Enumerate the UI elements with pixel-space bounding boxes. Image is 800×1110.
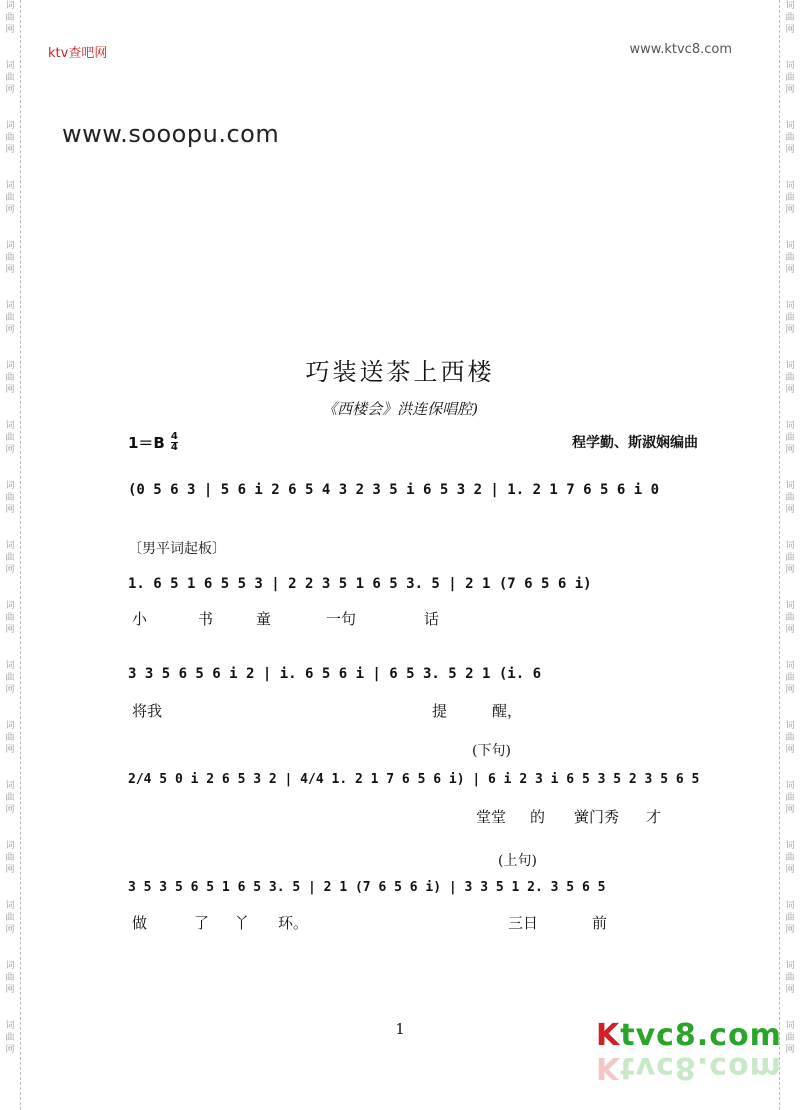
- strip-glyph: 词: [5, 241, 15, 251]
- strip-glyph: 网: [785, 625, 795, 635]
- lyric-word: 提: [432, 702, 448, 720]
- strip-glyph: 曲: [5, 493, 15, 503]
- strip-glyph: 网: [5, 685, 15, 695]
- strip-glyph: 曲: [785, 973, 795, 983]
- strip-glyph: 网: [5, 25, 15, 35]
- strip-glyph: 词: [5, 661, 15, 671]
- lyric-word: 醒，: [492, 702, 523, 720]
- strip-glyph: 词: [5, 61, 15, 71]
- strip-glyph: 曲: [5, 733, 15, 743]
- strip-glyph: 词: [5, 481, 15, 491]
- strip-glyph: 曲: [785, 73, 795, 83]
- strip-glyph: 词: [5, 781, 15, 791]
- strip-glyph: 曲: [5, 913, 15, 923]
- score-line-4: 3 5 3 5 6 5 1 6 5 3. 5 | 2 1 (7 6 5 6 i) | 3 3 5 1 2. 3 5 6 5: [128, 880, 606, 895]
- strip-glyph-group: [5, 0, 14, 36]
- strip-glyph: 网: [5, 85, 15, 95]
- strip-glyph-group: [785, 660, 794, 696]
- strip-glyph: 曲: [785, 553, 795, 563]
- strip-glyph: 网: [5, 805, 15, 815]
- strip-glyph-group: [5, 600, 14, 636]
- strip-glyph: 词: [785, 481, 795, 491]
- strip-glyph-group: [5, 540, 14, 576]
- strip-glyph: 词: [5, 421, 15, 431]
- lyric-word: 一句: [326, 610, 357, 628]
- strip-glyph: 网: [785, 445, 795, 455]
- strip-glyph: 网: [5, 505, 15, 515]
- strip-glyph-group: [5, 180, 14, 216]
- strip-glyph-group: [785, 300, 794, 336]
- strip-glyph: 词: [5, 841, 15, 851]
- song-title: 巧装送茶上西楼: [305, 358, 495, 386]
- strip-glyph: 词: [785, 181, 795, 191]
- strip-glyph: 词: [785, 961, 795, 971]
- strip-glyph: 词: [5, 601, 15, 611]
- strip-glyph-group: [785, 240, 794, 276]
- lyric-line-3: [128, 806, 700, 826]
- strip-glyph: 词: [5, 961, 15, 971]
- key-label: 1＝B: [128, 434, 165, 452]
- strip-glyph-group: [785, 120, 794, 156]
- lyric-word: 堂堂: [476, 808, 507, 826]
- strip-glyph-group: [5, 240, 14, 276]
- strip-glyph: 曲: [5, 433, 15, 443]
- strip-glyph-group: [785, 0, 794, 36]
- strip-glyph: 曲: [785, 253, 795, 263]
- strip-glyph: 词: [5, 121, 15, 131]
- strip-glyph: 曲: [5, 193, 15, 203]
- watermark-url: www.sooopu.com: [62, 120, 280, 148]
- strip-glyph: 网: [5, 265, 15, 275]
- strip-glyph: 网: [5, 145, 15, 155]
- strip-glyph: 曲: [5, 973, 15, 983]
- strip-glyph: 曲: [785, 133, 795, 143]
- strip-glyph: 曲: [5, 13, 15, 23]
- strip-glyph: 词: [5, 301, 15, 311]
- logo-reflect-letter-k: K: [596, 1050, 621, 1085]
- strip-glyph: 曲: [785, 1033, 795, 1043]
- lyric-word: 才: [646, 808, 662, 826]
- strip-glyph: 词: [785, 601, 795, 611]
- strip-glyph: 词: [785, 721, 795, 731]
- strip-glyph: 词: [785, 421, 795, 431]
- strip-glyph: 网: [785, 25, 795, 35]
- strip-glyph: 网: [785, 1045, 795, 1055]
- lyric-word: 了: [194, 914, 210, 932]
- strip-glyph-group: [5, 660, 14, 696]
- strip-glyph-group: [5, 300, 14, 336]
- strip-glyph-group: [5, 780, 14, 816]
- time-signature: [171, 432, 178, 453]
- strip-glyph: 词: [5, 541, 15, 551]
- strip-glyph: 网: [785, 325, 795, 335]
- logo-text-rest: tvc8.com: [620, 1018, 782, 1053]
- strip-glyph: 词: [785, 121, 795, 131]
- strip-glyph: 词: [785, 241, 795, 251]
- lyric-word: 小: [132, 610, 148, 628]
- strip-glyph-group: [5, 420, 14, 456]
- strip-glyph-group: [785, 60, 794, 96]
- score-line-2: 3 3 5 6 5 6 i 2 | i. 6 5 6 i | 6 5 3. 5 2 1 (i. 6: [128, 666, 542, 682]
- strip-glyph-group: [5, 900, 14, 936]
- strip-glyph: 曲: [785, 853, 795, 863]
- time-denominator: 4: [170, 442, 178, 453]
- strip-glyph: 曲: [785, 433, 795, 443]
- strip-glyph: 词: [785, 781, 795, 791]
- strip-glyph-group: [5, 960, 14, 996]
- strip-glyph-group: [5, 840, 14, 876]
- lyric-word: 将我: [132, 702, 163, 720]
- page-number: 1: [395, 1020, 405, 1038]
- section-label-male-recitative: 〔男平词起板〕: [128, 541, 226, 557]
- left-watermark-strip: [0, 0, 21, 1110]
- strip-glyph: 曲: [785, 733, 795, 743]
- key-signature: [128, 432, 178, 453]
- strip-glyph: 网: [785, 265, 795, 275]
- lyric-word: 三日: [508, 914, 539, 932]
- strip-glyph: 网: [785, 145, 795, 155]
- site-logo-reflection: [596, 1050, 782, 1085]
- strip-glyph: 网: [785, 985, 795, 995]
- strip-glyph: 曲: [5, 253, 15, 263]
- lyric-line-2: [128, 700, 700, 720]
- strip-glyph: 曲: [5, 793, 15, 803]
- strip-glyph: 曲: [785, 13, 795, 23]
- strip-glyph: 词: [785, 61, 795, 71]
- strip-glyph-group: [785, 960, 794, 996]
- lyric-word: 丫: [234, 914, 250, 932]
- strip-glyph: 网: [5, 985, 15, 995]
- strip-glyph: 网: [785, 505, 795, 515]
- strip-glyph: 网: [5, 205, 15, 215]
- strip-glyph: 曲: [5, 133, 15, 143]
- strip-glyph: 曲: [785, 793, 795, 803]
- strip-glyph: 曲: [785, 373, 795, 383]
- logo-reflect-text-rest: tvc8.com: [620, 1050, 782, 1085]
- strip-glyph: 网: [785, 745, 795, 755]
- strip-glyph: 词: [5, 1, 15, 11]
- strip-glyph-group: [785, 900, 794, 936]
- strip-glyph: 曲: [785, 613, 795, 623]
- strip-glyph: 网: [785, 805, 795, 815]
- lyric-word: 做: [132, 914, 148, 932]
- strip-glyph: 曲: [5, 1033, 15, 1043]
- strip-glyph: 网: [5, 925, 15, 935]
- strip-glyph: 词: [785, 661, 795, 671]
- strip-glyph: 词: [785, 1021, 795, 1031]
- strip-glyph: 词: [785, 361, 795, 371]
- strip-glyph: 曲: [5, 73, 15, 83]
- strip-glyph: 词: [785, 1, 795, 11]
- strip-glyph-group: [785, 840, 794, 876]
- strip-glyph-group: [785, 420, 794, 456]
- strip-glyph: 词: [785, 301, 795, 311]
- strip-glyph-group: [5, 480, 14, 516]
- strip-glyph-group: [5, 120, 14, 156]
- strip-glyph-group: [785, 180, 794, 216]
- score-intro-line: (0 5 6 3 | 5 6 i 2 6 5 4 3 2 3 5 i 6 5 3 2 | 1. 2 1 7 6 5 6 i 0: [128, 482, 660, 498]
- lyric-word: 话: [424, 610, 440, 628]
- strip-glyph-group: [785, 480, 794, 516]
- score-line-3: 2/4 5 0 i 2 6 5 3 2 | 4/4 1. 2 1 7 6 5 6 i) | 6 i 2 3 i 6 5 3 5 2 3 5 6 5: [128, 772, 700, 787]
- section-label-upper-phrase: (上句): [498, 853, 537, 869]
- lyric-word: 黉门秀: [574, 808, 620, 826]
- strip-glyph: 词: [5, 721, 15, 731]
- lyric-word: 童: [256, 610, 272, 628]
- strip-glyph: 网: [5, 625, 15, 635]
- strip-glyph: 网: [5, 745, 15, 755]
- strip-glyph-group: [785, 720, 794, 756]
- strip-glyph: 曲: [5, 553, 15, 563]
- strip-glyph: 网: [785, 925, 795, 935]
- strip-glyph-group: [785, 600, 794, 636]
- logo-letter-k: K: [596, 1018, 621, 1053]
- strip-glyph-group: [785, 780, 794, 816]
- strip-glyph: 网: [5, 445, 15, 455]
- site-name-left[interactable]: ktv查吧网: [48, 46, 108, 61]
- strip-glyph: 网: [785, 205, 795, 215]
- section-label-lower-phrase: (下句): [472, 743, 511, 759]
- strip-glyph: 网: [5, 865, 15, 875]
- strip-glyph: 曲: [785, 493, 795, 503]
- site-logo[interactable]: [596, 1018, 782, 1053]
- score-line-1: 1. 6 5 1 6 5 5 3 | 2 2 3 5 1 6 5 3. 5 | 2 1 (7 6 5 6 i): [128, 576, 592, 592]
- strip-glyph: 网: [5, 385, 15, 395]
- strip-glyph: 网: [785, 85, 795, 95]
- composer-credit: 程学勤、斯淑娴编曲: [572, 435, 698, 451]
- strip-glyph: 词: [5, 181, 15, 191]
- lyric-word: 前: [592, 914, 608, 932]
- strip-glyph: 曲: [785, 913, 795, 923]
- time-numerator: 4: [170, 431, 178, 442]
- strip-glyph: 词: [785, 901, 795, 911]
- strip-glyph: 词: [5, 901, 15, 911]
- strip-glyph: 曲: [785, 313, 795, 323]
- lyric-word: 环。: [278, 914, 309, 932]
- strip-glyph: 网: [785, 565, 795, 575]
- strip-glyph: 曲: [5, 373, 15, 383]
- strip-glyph: 词: [785, 541, 795, 551]
- lyric-line-1: [128, 608, 700, 628]
- lyric-word: 书: [198, 610, 214, 628]
- strip-glyph: 网: [785, 865, 795, 875]
- strip-glyph: 曲: [785, 673, 795, 683]
- strip-glyph: 网: [5, 565, 15, 575]
- lyric-word: 的: [530, 808, 546, 826]
- strip-glyph: 曲: [5, 613, 15, 623]
- strip-glyph-group: [785, 540, 794, 576]
- strip-glyph: 词: [5, 1021, 15, 1031]
- strip-glyph: 网: [785, 385, 795, 395]
- site-url-right[interactable]: www.ktvc8.com: [629, 42, 732, 57]
- strip-glyph: 网: [5, 1045, 15, 1055]
- strip-glyph-group: [5, 720, 14, 756]
- strip-glyph: 曲: [5, 853, 15, 863]
- right-watermark-strip: [779, 0, 800, 1110]
- strip-glyph: 曲: [785, 193, 795, 203]
- strip-glyph: 曲: [5, 673, 15, 683]
- strip-glyph: 词: [5, 361, 15, 371]
- song-subtitle: 《西楼会》洪连保唱腔): [322, 400, 478, 418]
- strip-glyph: 网: [5, 325, 15, 335]
- strip-glyph-group: [5, 60, 14, 96]
- strip-glyph: 词: [785, 841, 795, 851]
- strip-glyph: 曲: [5, 313, 15, 323]
- strip-glyph: 网: [785, 685, 795, 695]
- lyric-line-4: [128, 912, 700, 932]
